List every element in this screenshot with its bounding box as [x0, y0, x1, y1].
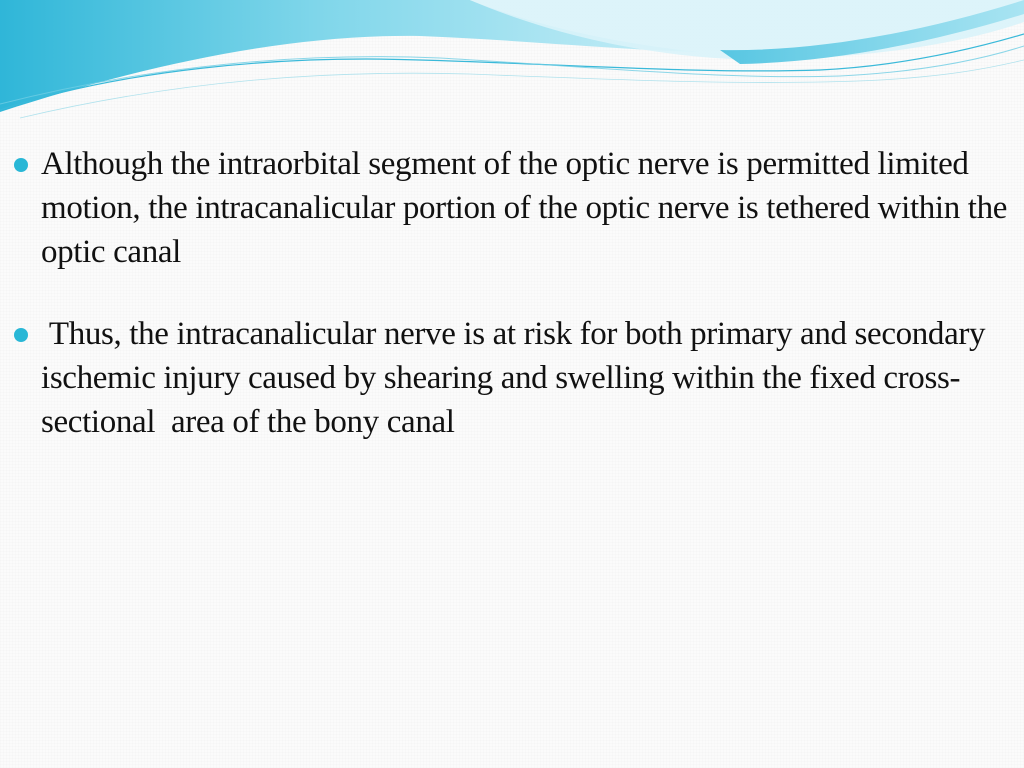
- slide-body: [14, 142, 1014, 482]
- bullet-item-1: [14, 142, 1014, 274]
- header-wave-decoration: [0, 0, 1024, 130]
- bullet-text: Although the intraorbital segment of the optic nerve is permitted limited motion, the intracanalicular portion of the optic nerve is tethered within the optic canal: [41, 146, 1015, 270]
- bullet-item-2: [14, 312, 1014, 444]
- bullet-text: Thus, the intracanalicular nerve is at risk for both primary and secondary ischemic injury caused by shearing and swelling within the fixed cross-sectional area of the bony canal: [41, 316, 994, 440]
- bullet-dot-icon: [14, 158, 28, 172]
- bullet-dot-icon: [14, 328, 28, 342]
